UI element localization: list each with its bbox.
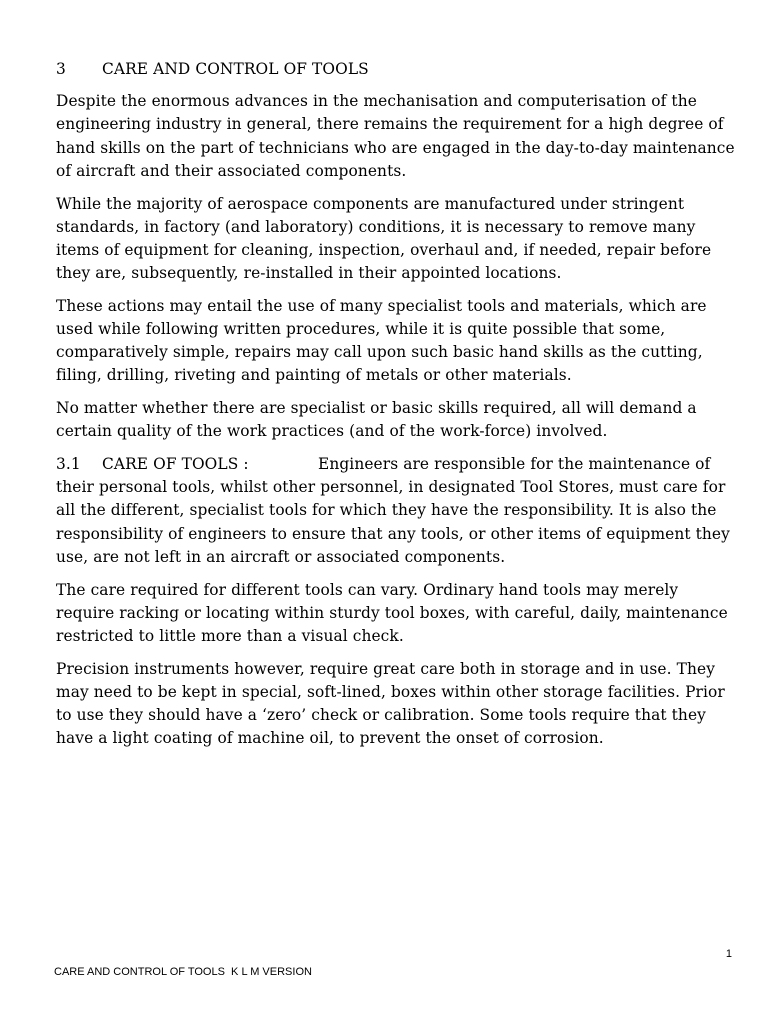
paragraph: No matter whether there are specialist or basic skills required, all will demand a certain quality of the work practices (and of the work-force) involved. (56, 399, 697, 441)
page-number: 1 (725, 948, 732, 960)
section-heading (56, 58, 736, 81)
paragraph: The care required for different tools can vary. Ordinary hand tools may merely require racking or locating within sturdy tool boxes, with careful, daily, maintenance restricted to little more than a visual check. (56, 580, 728, 645)
paragraph: Despite the enormous advances in the mechanisation and computerisation of the engineering industry in general, there remains the requirement for a high degree of hand skills on the part of technicians who are engaged in the day-to-day maintenance of aircraft and their associated components. (56, 92, 735, 180)
subsection-title: CARE OF TOOLS : (102, 455, 249, 474)
section-number: 3 (56, 60, 66, 78)
page-footer: CARE AND CONTROL OF TOOLS K L M VERSION (54, 966, 312, 978)
paragraph: While the majority of aerospace components are manufactured under stringent standards, in factory (and laboratory) conditions, it is necessary to remove many items of equipment for cleaning, inspection, overhaul and, if needed, repair before they are, subsequently, re-installed in their appointed locations. (56, 194, 712, 283)
subsection-paragraph (56, 453, 736, 569)
subsection-number: 3.1 (56, 455, 81, 474)
subsection-text: Engineers are responsible for the maintenance of their personal tools, whilst other personnel, in designated Tool Stores, must care for all the different, specialist tools for which they have the responsibility. It is also the responsibility of engineers to ensure that any tools, or other items of equipment they use, are not left in an aircraft or associated components. (56, 455, 730, 566)
paragraph: Precision instruments however, require great care both in storage and in use. They may need to be kept in special, soft-lined, boxes within other storage facilities. Prior to use they should have a ‘zero’ check or calibration. Some tools require that they have a light coating of machine oil, to prevent the onset of corrosion. (56, 659, 725, 748)
paragraph: These actions may entail the use of many specialist tools and materials, which are used while following written procedures, while it is quite possible that some, comparatively simple, repairs may call upon such basic hand skills as the cutting, filing, drilling, riveting and painting of metals or other materials. (56, 296, 707, 385)
section-title: CARE AND CONTROL OF TOOLS (102, 60, 369, 78)
document-body (56, 58, 736, 760)
